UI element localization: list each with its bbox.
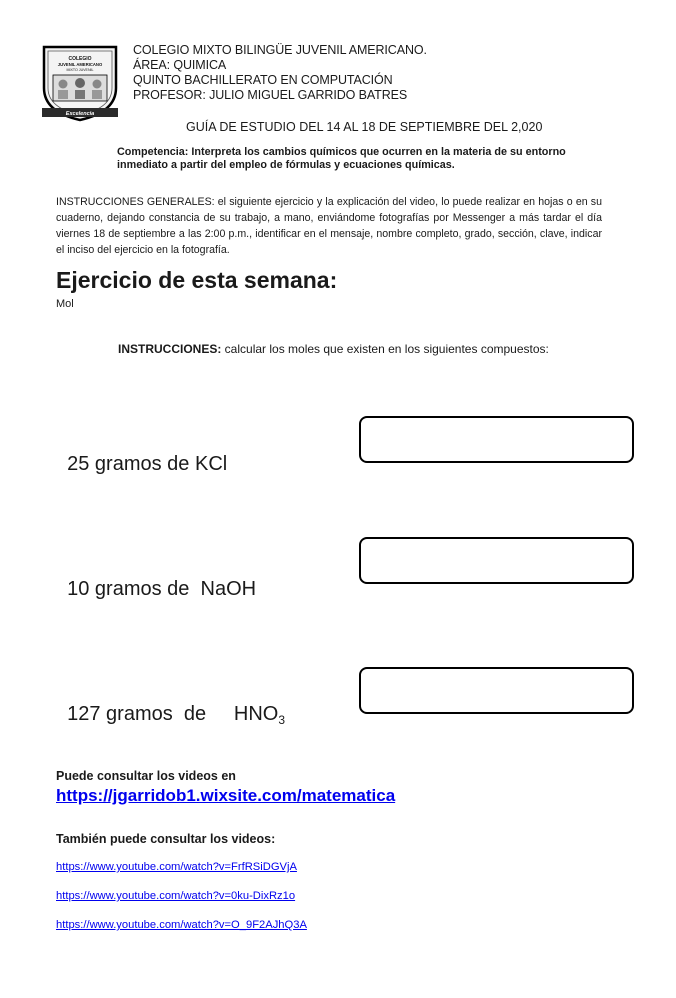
question-kcl <box>56 430 227 476</box>
competencia-text: Competencia: Interpreta los cambios químicos que ocurren en la materia de su entorno inmediato a partir del empleo de fórmulas y ecuaciones químicas. <box>117 146 566 171</box>
question-hno3 <box>56 680 285 727</box>
grade-level: QUINTO BACHILLERATO EN COMPUTACIÓN <box>133 73 393 87</box>
teacher-name: PROFESOR: JULIO MIGUEL GARRIDO BATRES <box>133 88 408 102</box>
question-text: 25 gramos de KCl <box>67 453 228 475</box>
answer-box-hno3[interactable] <box>359 667 634 714</box>
question-naoh <box>56 555 256 601</box>
answer-box-kcl[interactable] <box>359 416 634 463</box>
crest-line-1: COLEGIO <box>68 56 92 62</box>
question-subscript: 3 <box>278 713 286 727</box>
consult-label: Puede consultar los videos en <box>56 769 236 783</box>
crest-line-3: MIXTO JUVENIL <box>66 68 94 72</box>
youtube-link-2[interactable]: https://www.youtube.com/watch?v=0ku-DixRz1o <box>56 890 296 902</box>
youtube-link-3[interactable]: https://www.youtube.com/watch?v=O_9F2AJhQ3A <box>56 919 307 931</box>
subject-area: ÁREA: QUIMICA <box>133 58 227 72</box>
also-consult-label: También puede consultar los videos: <box>56 832 276 846</box>
guide-title: GUÍA DE ESTUDIO DEL 14 AL 18 DE SEPTIEMBRE DEL 2,020 <box>186 120 543 134</box>
instructions-label: INSTRUCCIONES: <box>118 342 222 356</box>
answer-box-naoh[interactable] <box>359 537 634 584</box>
general-instructions: INSTRUCCIONES GENERALES: el siguiente ejercicio y la explicación del video, lo puede realizar en hojas o en su cuaderno, dejando constancia de su trabajo, a mano, enviándome fotografías por Messenger a más tardar el día viernes 18 de septiembre a las 2:00 p.m., identificar en el mensaje, nombre completo, grado, sección, clave, indicar el inciso del ejercicio en la fotografía. <box>56 196 602 256</box>
instructions-text: calcular los moles que existen en los siguientes compuestos: <box>221 342 549 356</box>
question-text: 127 gramos de HNO <box>67 703 279 725</box>
youtube-link-1[interactable]: https://www.youtube.com/watch?v=FrfRSiDGVjA <box>56 861 297 873</box>
crest-line-2: JUVENIL AMERICANO <box>57 62 103 67</box>
question-text: 10 gramos de NaOH <box>67 578 257 600</box>
exercise-instructions <box>118 342 549 356</box>
exercise-title: Ejercicio de esta semana: <box>56 267 338 293</box>
school-crest-icon <box>38 44 122 122</box>
crest-ribbon: Excelencia <box>65 111 95 117</box>
school-name: COLEGIO MIXTO BILINGÜE JUVENIL AMERICANO. <box>133 43 427 57</box>
wixsite-link[interactable]: https://jgarridob1.wixsite.com/matematica <box>56 786 396 805</box>
exercise-subtitle: Mol <box>56 298 74 310</box>
